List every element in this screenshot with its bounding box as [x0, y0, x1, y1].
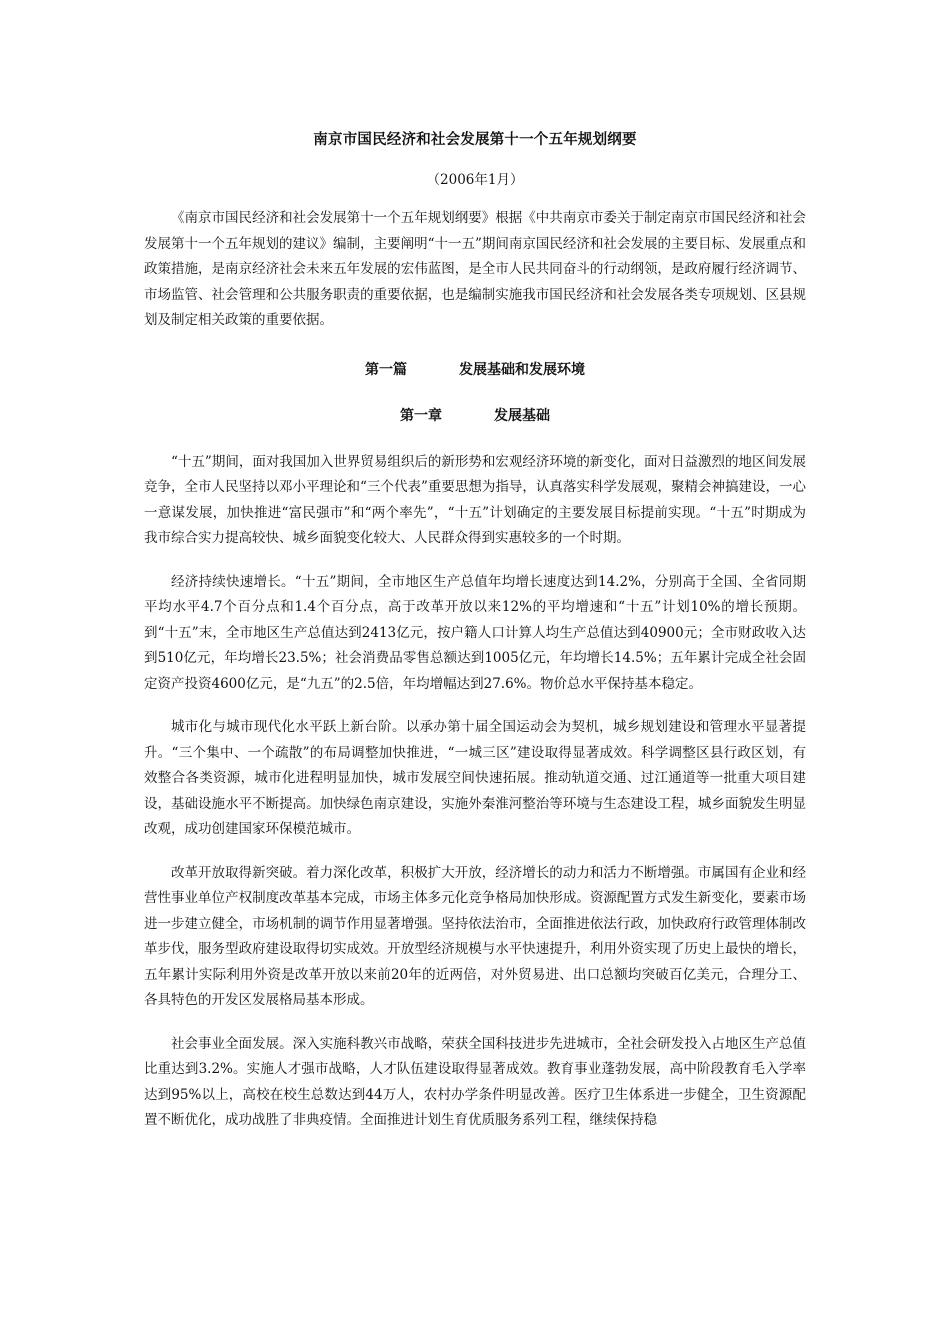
- body-paragraph-overview: “十五”期间，面对我国加入世界贸易组织后的新形势和宏观经济环境的新变化，面对日益激烈的地区间发展竞争，全市人民坚持以邓小平理论和“三个代表”重要思想为指导，认真落实科学发展观，聚精会神搞建设，一心一意谋发展，加快推进“富民强市”和“两个率先”，“十五”计划确定的主要发展目标提前实现。“十五”时期成为我市综合实力提高较快、城乡面貌变化较大、人民群众得到实惠较多的一个时期。: [144, 453, 806, 546]
- part-title: 发展基础和发展环境: [459, 361, 585, 378]
- chapter-title: 发展基础: [494, 407, 550, 424]
- intro-paragraph: 《南京市国民经济和社会发展第十一个五年规划纲要》根据《中共南京市委关于制定南京市国民经济和社会发展第十一个五年规划的建议》编制，主要阐明“十一五”期间南京国民经济和社会发展的主要目标、发展重点和政策措施，是南京经济社会未来五年发展的宏伟蓝图，是全市人民共同奋斗的行动纲领，是政府履行经济调节、市场监管、社会管理和公共服务职责的重要依据，也是编制实施我市国民经济和社会发展各类专项规划、区县规划及制定相关政策的重要依据。: [144, 210, 806, 328]
- body-paragraph-social: 社会事业全面发展。深入实施科教兴市战略，荣获全国科技进步先进城市，全社会研发投入占地区生产总值比重达到3.2%。实施人才强市战略，人才队伍建设取得显著成效。教育事业蓬勃发展，高中阶段教育毛入学率达到95%以上，高校在校生总数达到44万人，农村办学条件明显改善。医疗卫生体系进一步健全，卫生资源配置不断优化，成功战胜了非典疫情。全面推进计划生育优质服务系列工程，继续保持稳: [144, 1035, 806, 1128]
- chapter-number: 第一章: [400, 407, 442, 424]
- body-paragraph-reform: 改革开放取得新突破。着力深化改革，积极扩大开放，经济增长的动力和活力不断增强。市属国有企业和经营性事业单位产权制度改革基本完成，市场主体多元化竞争格局加快形成。资源配置方式发生新变化，要素市场进一步建立健全，市场机制的调节作用显著增强。坚持依法治市，全面推进依法行政，加快政府行政管理体制改革步伐，服务型政府建设取得切实成效。开放型经济规模与水平快速提升，利用外资实现了历史上最快的增长，五年累计实际利用外资是改革开放以来前20年的近两倍，对外贸易进、出口总额均突破百亿美元，合理分工、各具特色的开发区发展格局基本形成。: [144, 864, 806, 1008]
- document-date: （2006年1月）: [426, 172, 524, 188]
- part-heading: [144, 360, 806, 380]
- chapter-heading: [144, 406, 806, 426]
- body-paragraph-economy: 经济持续快速增长。“十五”期间，全市地区生产总值年均增长速度达到14.2%，分别高于全国、全省同期平均水平4.7个百分点和1.4个百分点，高于改革开放以来12%的平均增速和“十五”计划10%的增长预期。到“十五”末，全市地区生产总值达到2413亿元，按户籍人口计算人均生产总值达到40900元；全市财政收入达到510亿元，年均增长23.5%；社会消费品零售总额达到1005亿元，年均增长14.5%；五年累计完成全社会固定资产投资4600亿元，是“九五”的2.5倍，年均增幅达到27.6%。物价总水平保持基本稳定。: [144, 573, 806, 692]
- part-number: 第一篇: [365, 361, 407, 378]
- document-title: 南京市国民经济和社会发展第十一个五年规划纲要: [313, 131, 637, 148]
- body-paragraph-urbanization: 城市化与城市现代化水平跃上新台阶。以承办第十届全国运动会为契机，城乡规划建设和管理水平显著提升。“三个集中、一个疏散”的布局调整加快推进，“一城三区”建设取得显著成效。科学调整区县行政区划，有效整合各类资源，城市化进程明显加快，城市发展空间快速拓展。推动轨道交通、过江通道等一批重大项目建设，基础设施水平不断提高。加快绿色南京建设，实施外秦淮河整治等环境与生态建设工程，城乡面貌发生明显改观，成功创建国家环保模范城市。: [144, 719, 806, 837]
- document-page: [144, 120, 806, 1134]
